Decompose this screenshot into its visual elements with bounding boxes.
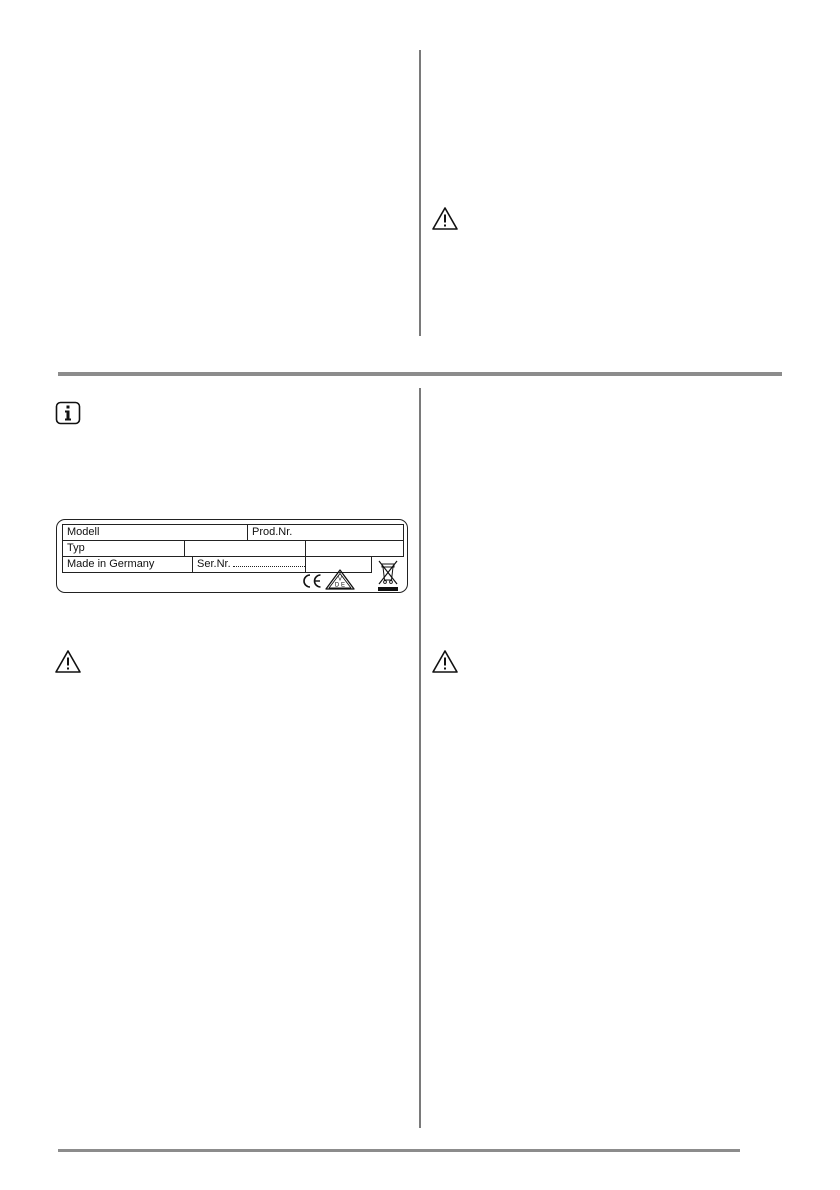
model-label: Modell bbox=[67, 526, 100, 538]
section-separator bbox=[58, 372, 782, 376]
footer-rule bbox=[58, 1149, 740, 1152]
made-in-label: Made in Germany bbox=[67, 558, 155, 570]
ce-mark-icon bbox=[301, 573, 323, 589]
plate-cell-type bbox=[62, 540, 185, 557]
plate-cell-prod-nr bbox=[247, 524, 404, 541]
plate-cell-made-in bbox=[62, 556, 193, 573]
ser-nr-label: Ser.Nr. bbox=[197, 558, 231, 570]
type-label: Typ bbox=[67, 542, 85, 554]
rating-plate-table bbox=[62, 524, 404, 572]
crossed-out-bin-icon bbox=[376, 558, 400, 592]
svg-text:E: E bbox=[340, 582, 346, 589]
prod-nr-label: Prod.Nr. bbox=[252, 526, 293, 538]
warning-triangle-icon bbox=[431, 206, 459, 232]
rating-plate bbox=[56, 519, 408, 593]
info-icon bbox=[55, 401, 81, 425]
vde-mark-icon bbox=[325, 569, 355, 591]
svg-text:V: V bbox=[337, 576, 343, 583]
plate-cell-ser-nr bbox=[192, 556, 306, 573]
svg-text:D: D bbox=[334, 582, 340, 589]
warning-triangle-icon bbox=[431, 649, 459, 675]
ser-nr-dotted-field bbox=[233, 557, 305, 567]
column-divider-top bbox=[419, 50, 421, 336]
column-divider-main bbox=[419, 388, 421, 1128]
plate-cell-model bbox=[62, 524, 248, 541]
plate-cell-type-value bbox=[184, 540, 306, 557]
warning-triangle-icon bbox=[54, 649, 82, 675]
plate-cell-type-extra bbox=[305, 540, 404, 557]
